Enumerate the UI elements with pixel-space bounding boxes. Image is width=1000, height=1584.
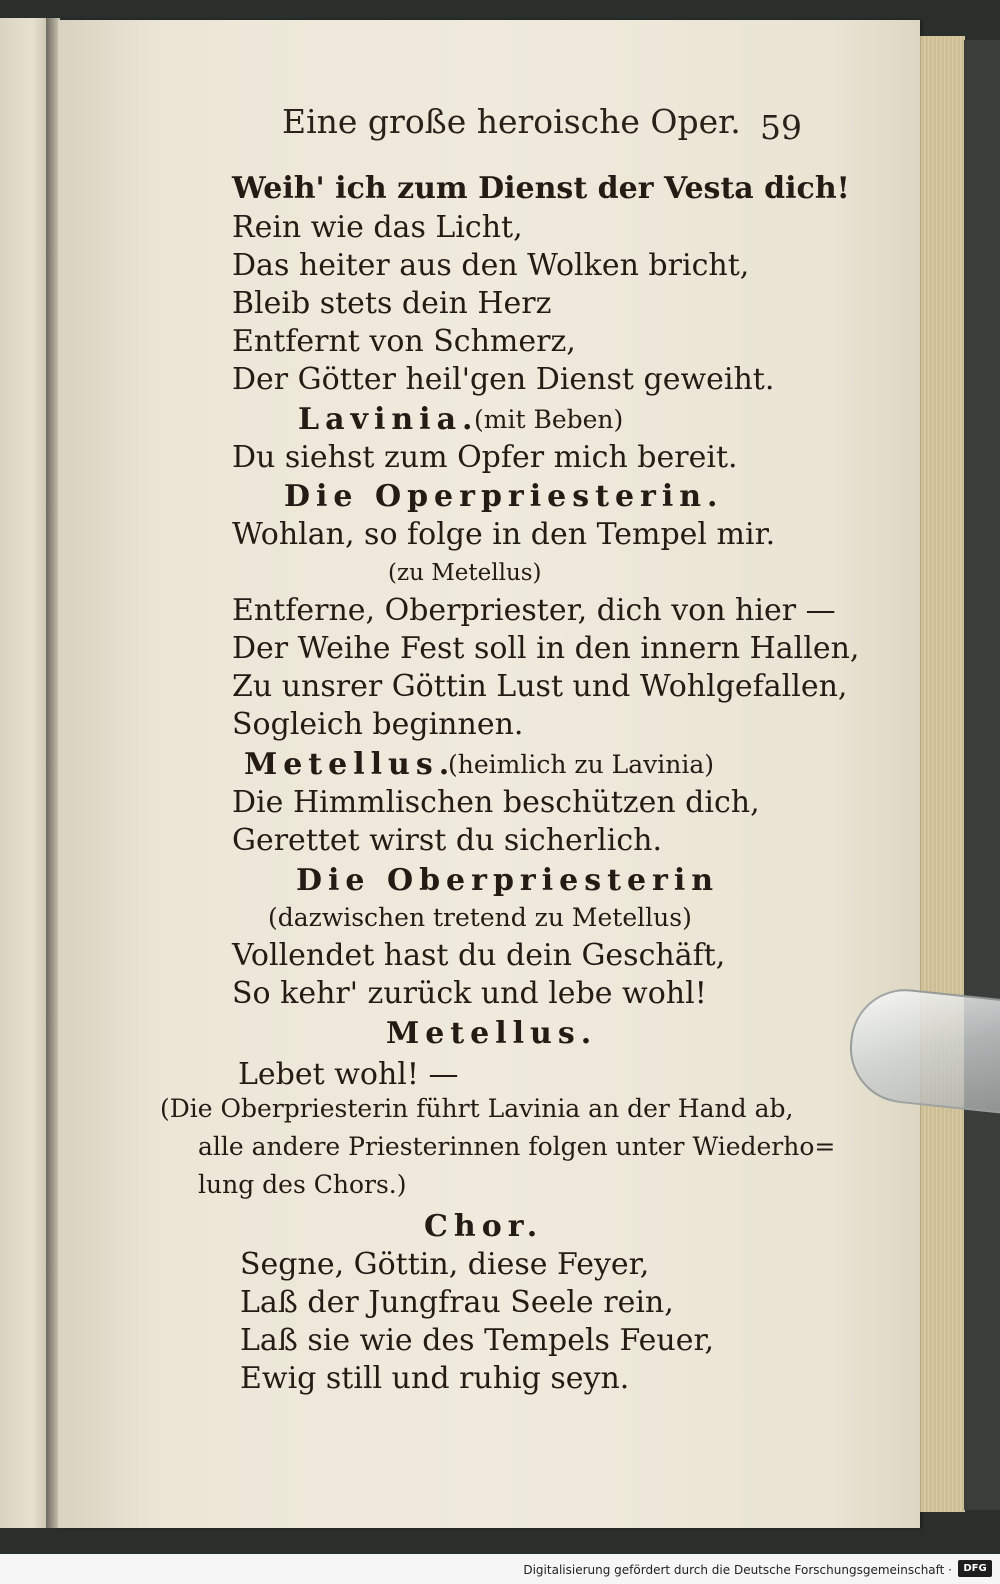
verse-line: Entferne, Oberpriester, dich von hier — bbox=[232, 593, 836, 628]
verse-line: Die Himmlischen beschützen dich, bbox=[232, 785, 760, 820]
speaker-name: Metellus. bbox=[244, 747, 456, 782]
dfg-logo-icon: DFG bbox=[958, 1560, 992, 1577]
speaker-name: Die Oberpriesterin bbox=[296, 863, 720, 898]
running-title: Eine große heroische Oper. bbox=[282, 102, 741, 141]
verse-line: Vollendet hast du dein Geschäft, bbox=[232, 938, 726, 973]
stage-direction: (dazwischen tretend zu Metellus) bbox=[268, 903, 692, 932]
speaker-name: Lavinia. bbox=[298, 402, 479, 437]
speaker-name: Chor. bbox=[424, 1209, 544, 1244]
verse-line: Bleib stets dein Herz bbox=[232, 286, 552, 321]
verse-line: Zu unsrer Göttin Lust und Wohlgefallen, bbox=[232, 669, 848, 704]
page-number: 59 bbox=[760, 108, 802, 147]
verse-line: Ewig still und ruhig seyn. bbox=[240, 1361, 630, 1396]
verse-line: Laß sie wie des Tempels Feuer, bbox=[240, 1323, 715, 1358]
verse-line: Das heiter aus den Wolken bricht, bbox=[232, 248, 750, 283]
stage-direction: lung des Chors.) bbox=[198, 1170, 407, 1199]
stage-direction: alle andere Priesterinnen folgen unter Wiederho= bbox=[198, 1132, 836, 1161]
verse-line: Rein wie das Licht, bbox=[232, 210, 523, 245]
verse-line: Laß der Jungfrau Seele rein, bbox=[240, 1285, 674, 1320]
verse-line: Sogleich beginnen. bbox=[232, 707, 524, 742]
verse-line: Entfernt von Schmerz, bbox=[232, 324, 576, 359]
speaker-name: Metellus. bbox=[386, 1016, 598, 1051]
digitization-footer bbox=[0, 1554, 1000, 1584]
speaker-name: Die Operpriesterin. bbox=[284, 479, 724, 514]
stage-direction: (mit Beben) bbox=[474, 405, 624, 434]
verse-line: Weih' ich zum Dienst der Vesta dich! bbox=[232, 171, 850, 206]
stage-direction: (Die Oberpriesterin führt Lavinia an der Hand ab, bbox=[160, 1094, 794, 1123]
verse-line: Du siehst zum Opfer mich bereit. bbox=[232, 440, 738, 475]
stage-direction: (heimlich zu Lavinia) bbox=[448, 750, 714, 779]
verse-line: Wohlan, so folge in den Tempel mir. bbox=[232, 517, 776, 552]
verse-line: Der Weihe Fest soll in den innern Hallen, bbox=[232, 631, 860, 666]
verse-line: Segne, Göttin, diese Feyer, bbox=[240, 1247, 650, 1282]
verse-line: So kehr' zurück und lebe wohl! bbox=[232, 976, 707, 1011]
verse-line: Lebet wohl! — bbox=[238, 1057, 459, 1092]
stage-direction: (zu Metellus) bbox=[388, 560, 542, 586]
footer-credit: Digitalisierung gefördert durch die Deutsche Forschungsgemeinschaft · bbox=[523, 1563, 952, 1577]
verse-line: Gerettet wirst du sicherlich. bbox=[232, 823, 662, 858]
verse-line: Der Götter heil'gen Dienst geweiht. bbox=[232, 362, 775, 397]
